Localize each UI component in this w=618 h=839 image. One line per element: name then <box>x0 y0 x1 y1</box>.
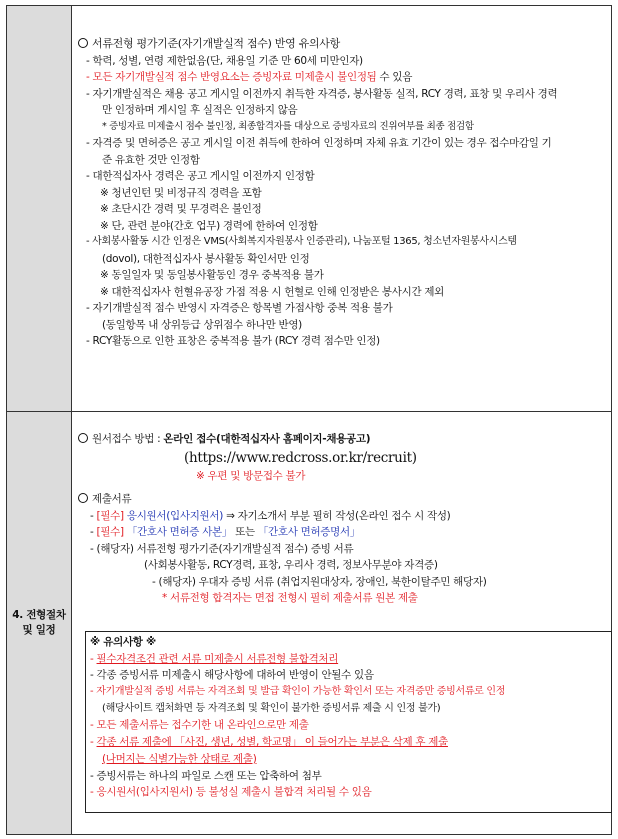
caution-item: - 증빙서류는 하나의 파일로 스캔 또는 압축하여 첨부 <box>90 769 322 782</box>
note-line: - 자기개발실적 점수 반영시 자격증은 항목별 가점사항 중복 적용 불가 <box>86 302 393 314</box>
guideline-table <box>6 5 612 835</box>
section-label-empty <box>7 6 72 412</box>
caution-item: - 모든 제출서류는 접수기한 내 온라인으로만 제출 <box>90 719 309 732</box>
section-label <box>7 412 72 835</box>
note-line: (동일항목 내 상위등급 상위점수 하나만 반영) <box>102 318 302 331</box>
section-label-line1: 4. 전형절차 <box>12 609 66 621</box>
note-line: (dovol), 대한적십자사 봉사활동 확인서만 인정 <box>102 252 310 265</box>
note-line: ※ 초단시간 경력 및 무경력은 불인정 <box>100 203 262 215</box>
circle-bullet-icon <box>78 433 88 443</box>
caution-item: - 자기개발실적 증빙 서류는 자격조회 및 발급 확인이 가능한 확인서 또는 자격증만 증빙서류로 인정 <box>90 686 506 698</box>
caution-item: - 각종 증빙서류 미제출시 해당사항에 대하여 반영이 안될수 있음 <box>90 669 374 682</box>
note-line: - RCY활동으로 인한 표창은 중복적용 불가 (RCY 경력 점수만 인정) <box>86 335 380 347</box>
note-line: - 사회봉사활동 시간 인정은 VMS(사회복지자원봉사 인증관리), 나눔포털 1365, 청소년자원봉사시스템 <box>86 236 517 247</box>
note-line: - 대한적십자사 경력은 공고 게시일 이전까지 인정함 <box>86 170 315 182</box>
required-doc-1: - [필수] 응시원서(입사지원서) ⇒ 자기소개서 부분 필히 작성(온라인 접수 시 작성) <box>90 509 451 522</box>
note-line: 준 유효한 것만 인정함 <box>102 153 200 166</box>
note-line: ※ 동일일자 및 동일봉사활동인 경우 중복적용 불가 <box>100 269 324 281</box>
note-line: ※ 청년인턴 및 비정규직 경력을 포함 <box>100 186 262 199</box>
caution-item: (나머지는 식별가능한 상태로 제출) <box>102 752 257 765</box>
optional-doc: - (해당자) 서류전형 평가기준(자기개발실적 점수) 증빙 서류 <box>90 542 354 555</box>
caution-item: - 응시원서(입사지원서) 등 불성실 제출시 불합격 처리될 수 있음 <box>90 786 372 799</box>
required-doc-2: - [필수] 「간호사 면허증 사본」 또는 「간호사 면허증명서」 <box>90 526 361 538</box>
evaluation-notes-cell <box>72 6 612 412</box>
no-mail-note: ※ 우편 및 방문접수 불가 <box>196 469 306 482</box>
apply-method-line: 원서접수 방법 : 온라인 접수(대한적십자사 홈페이지-채용공고) <box>78 431 611 448</box>
original-doc-note: * 서류전형 합격자는 면접 전형시 필히 제출서류 원본 제출 <box>162 592 418 604</box>
note-line: - 학력, 성별, 연령 제한없음(단, 채용일 기준 만 60세 미만인자) <box>86 54 363 67</box>
circle-bullet-icon <box>78 38 88 48</box>
note-line: - 자격증 및 면허증은 공고 게시일 이전 취득에 한하여 인정하며 자체 유효 기간이 있는 경우 접수마감일 기 <box>86 137 552 149</box>
section-label-line2: 및 일정 <box>22 624 56 636</box>
caution-item: - 필수자격조건 관련 서류 미제출시 서류전형 불합격처리 <box>90 652 339 665</box>
caution-item: - 각종 서류 제출에 「사진, 생년, 성별, 학교명」 이 들어가는 부분은 삭제 후 제출 <box>90 736 448 749</box>
bonus-doc: - (해당자) 우대자 증빙 서류 (취업지원대상자, 장애인, 북한이탈주민 해당자) <box>152 575 487 588</box>
note-line: * 증빙자료 미제출시 점수 불인정, 최종합격자를 대상으로 증빙자료의 진위여부를 최종 점검함 <box>102 120 474 132</box>
note-line: ※ 단, 관련 분야(간호 업무) 경력에 한하여 인정함 <box>100 219 318 232</box>
recruit-url[interactable]: (https://www.redcross.or.kr/recruit) <box>184 449 417 466</box>
note-line: - 모든 자기개발실적 점수 반영요소는 증빙자료 미제출시 불인정됨 수 있음 <box>86 71 413 83</box>
optional-doc-detail: (사회봉사활동, RCY경력, 표창, 우리사 경력, 정보사무분야 자격증) <box>144 559 438 571</box>
note-line: ※ 대한적십자사 헌혈유공장 가점 적용 시 헌혈로 인해 인정받은 봉사시간 제외 <box>100 285 445 298</box>
caution-item: (해당사이트 캡처화면 등 자격조회 및 확인이 불가한 증빙서류 제출 시 인정 불가) <box>102 702 441 714</box>
docs-heading: 제출서류 <box>78 491 611 508</box>
note-line: - 자기개발실적은 채용 공고 게시일 이전까지 취득한 자격증, 봉사활동 실적, RCY 경력, 표창 및 우리사 경력 <box>86 87 558 100</box>
procedure-cell <box>72 412 612 835</box>
evaluation-heading: 서류전형 평가기준(자기개발실적 점수) 반영 유의사항 <box>78 36 611 53</box>
caution-box <box>85 631 612 813</box>
caution-title: ※ 유의사항 ※ <box>90 636 156 648</box>
circle-bullet-icon <box>78 493 88 503</box>
note-line: 만 인정하며 게시일 후 실적은 인정하지 않음 <box>102 104 298 116</box>
